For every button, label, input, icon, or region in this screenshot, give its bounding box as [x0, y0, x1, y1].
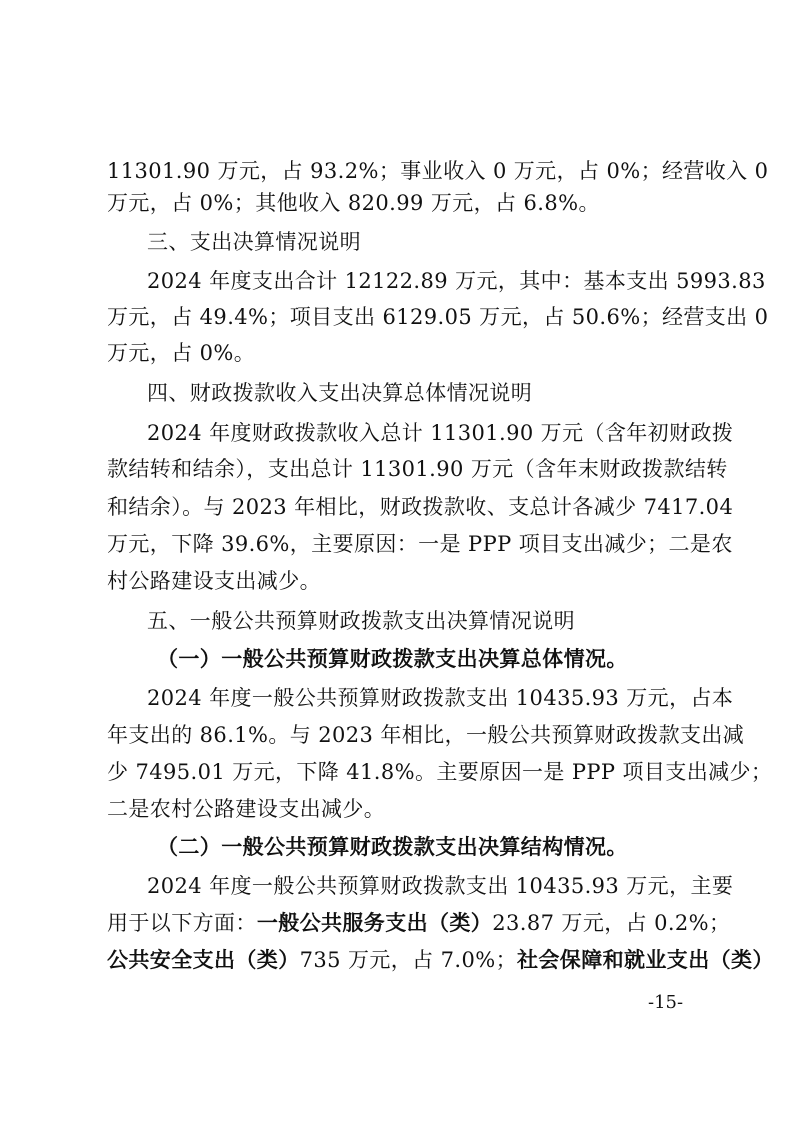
body-line: 少 7495.01 万元，下降 41.8%。主要原因一是 PPP 项目支出减少； — [107, 760, 773, 784]
page-number: -15- — [648, 992, 684, 1013]
body-line: 万元，占 49.4%；项目支出 6129.05 万元，占 50.6%；经营支出 0 — [107, 305, 769, 329]
body-line: 款结转和结余），支出总计 11301.90 万元（含年末财政拨款结转 — [107, 457, 728, 481]
body-line: 2024 年度一般公共预算财政拨款支出 10435.93 万元，占本 — [147, 686, 734, 710]
section-heading: 四、财政拨款收入支出决算总体情况说明 — [147, 381, 533, 405]
bold-text-run: 一般公共服务支出（类） — [256, 911, 493, 935]
bold-text-run: 公共安全支出（类） — [107, 948, 300, 972]
subsection-heading: （一）一般公共预算财政拨款支出决算总体情况。 — [157, 647, 628, 671]
body-line — [107, 947, 774, 973]
text-run: 23.87 万元，占 0.2%； — [492, 911, 731, 935]
text-run: 735 万元，占 7.0%； — [299, 948, 517, 972]
body-line: 万元，下降 39.6%，主要原因：一是 PPP 项目支出减少；二是农 — [107, 532, 733, 556]
body-line: 2024 年度一般公共预算财政拨款支出 10435.93 万元，主要 — [147, 874, 734, 898]
body-line: 年支出的 86.1%。与 2023 年相比，一般公共预算财政拨款支出减 — [107, 723, 745, 747]
text-run: 用于以下方面： — [107, 911, 257, 935]
bold-text-run: 社会保障和就业支出（类） — [517, 948, 774, 972]
body-line: 万元，占 0%。 — [107, 341, 256, 365]
body-line: 村公路建设支出减少。 — [107, 569, 321, 593]
body-line — [107, 910, 731, 936]
body-line: 2024 年度支出合计 12122.89 万元，其中：基本支出 5993.83 — [147, 269, 766, 293]
body-line: 11301.90 万元，占 93.2%；事业收入 0 万元，占 0%；经营收入 0 — [107, 159, 769, 183]
section-heading: 三、支出决算情况说明 — [147, 230, 361, 254]
body-line: 和结余）。与 2023 年相比，财政拨款收、支总计各减少 7417.04 — [107, 495, 734, 519]
subsection-heading: （二）一般公共预算财政拨款支出决算结构情况。 — [157, 835, 628, 859]
body-line: 2024 年度财政拨款收入总计 11301.90 万元（含年初财政拨 — [147, 421, 734, 445]
section-heading: 五、一般公共预算财政拨款支出决算情况说明 — [147, 609, 575, 633]
body-line: 万元，占 0%；其他收入 820.99 万元，占 6.8%。 — [107, 191, 600, 215]
body-line: 二是农村公路建设支出减少。 — [107, 797, 386, 821]
